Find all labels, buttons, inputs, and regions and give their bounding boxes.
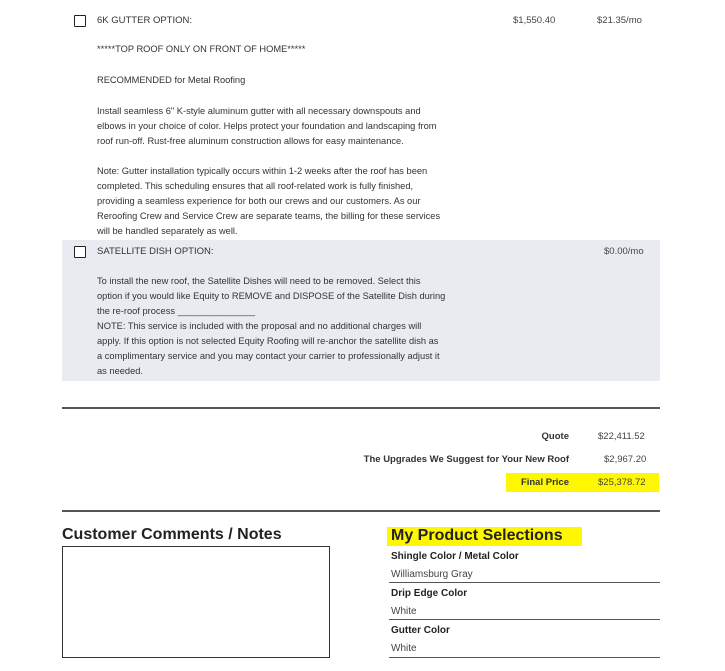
quote-label: Quote [541, 431, 569, 442]
gutter-option-title: 6K GUTTER OPTION: [97, 15, 193, 26]
selection-divider [389, 657, 660, 658]
shingle-color-label: Shingle Color / Metal Color [391, 551, 519, 562]
satellite-option-monthly: $0.00/mo [604, 246, 644, 257]
gutter-note-line: Reroofing Crew and Service Crew are separate teams, the billing for these services [97, 211, 441, 221]
customer-comments-box[interactable] [62, 546, 330, 658]
gutter-note-line: Note: Gutter installation typically occurs within 1-2 weeks after the roof has been [97, 166, 428, 176]
satellite-description-line: option if you would like Equity to REMOVE and DISPOSE of the Satellite Dish during [97, 291, 446, 301]
gutter-description-line: Install seamless 6" K-style aluminum gutter with all necessary downspouts and [97, 106, 421, 116]
gutter-color-value: White [391, 643, 417, 654]
final-price-label: Final Price [520, 477, 569, 488]
gutter-note-line: providing a seamless experience for both our crews and our customers. As our [97, 196, 421, 206]
satellite-description-line: NOTE: This service is included with the proposal and no additional charges will [97, 321, 422, 331]
customer-comments-heading: Customer Comments / Notes [62, 526, 282, 543]
gutter-description-line: elbows in your choice of color. Helps protect your foundation and landscaping from [97, 121, 437, 131]
summary-bottom-divider [62, 510, 660, 512]
product-selections-heading: My Product Selections [391, 527, 563, 544]
selection-divider [389, 619, 660, 620]
gutter-option-monthly: $21.35/mo [597, 15, 642, 26]
shingle-color-value: Williamsburg Gray [391, 569, 473, 580]
gutter-option-checkbox[interactable] [74, 15, 86, 27]
gutter-color-label: Gutter Color [391, 625, 450, 636]
gutter-option-price: $1,550.40 [513, 15, 556, 26]
satellite-description-line: To install the new roof, the Satellite Dishes will need to be removed. Select this [97, 276, 421, 286]
satellite-description-line: a complimentary service and you may contact your carrier to professionally adjust it [97, 351, 440, 361]
summary-top-divider [62, 407, 660, 409]
gutter-description-line: roof run-off. Rust-free aluminum construction allows for easy maintenance. [97, 136, 404, 146]
final-price-value: $25,378.72 [598, 477, 646, 488]
satellite-option-checkbox[interactable] [74, 246, 86, 258]
satellite-description-line: the re-roof process _______________ [97, 306, 256, 316]
drip-edge-color-value: White [391, 606, 417, 617]
gutter-note-recommended: RECOMMENDED for Metal Roofing [97, 75, 246, 85]
upgrades-label: The Upgrades We Suggest for Your New Roof [363, 454, 569, 465]
selection-divider [389, 582, 660, 583]
gutter-note-top-roof: *****TOP ROOF ONLY ON FRONT OF HOME***** [97, 44, 306, 54]
gutter-note-line: completed. This scheduling ensures that all roof-related work is fully finished, [97, 181, 414, 191]
quote-value: $22,411.52 [598, 431, 645, 442]
drip-edge-color-label: Drip Edge Color [391, 588, 468, 599]
satellite-description-line: apply. If this option is not selected Equity Roofing will re-anchor the satellite dish as [97, 336, 439, 346]
satellite-option-title: SATELLITE DISH OPTION: [97, 246, 214, 257]
satellite-description-line: as needed. [97, 366, 144, 376]
gutter-note-line: will be handled separately as well. [97, 226, 238, 236]
upgrades-value: $2,967.20 [604, 454, 647, 465]
